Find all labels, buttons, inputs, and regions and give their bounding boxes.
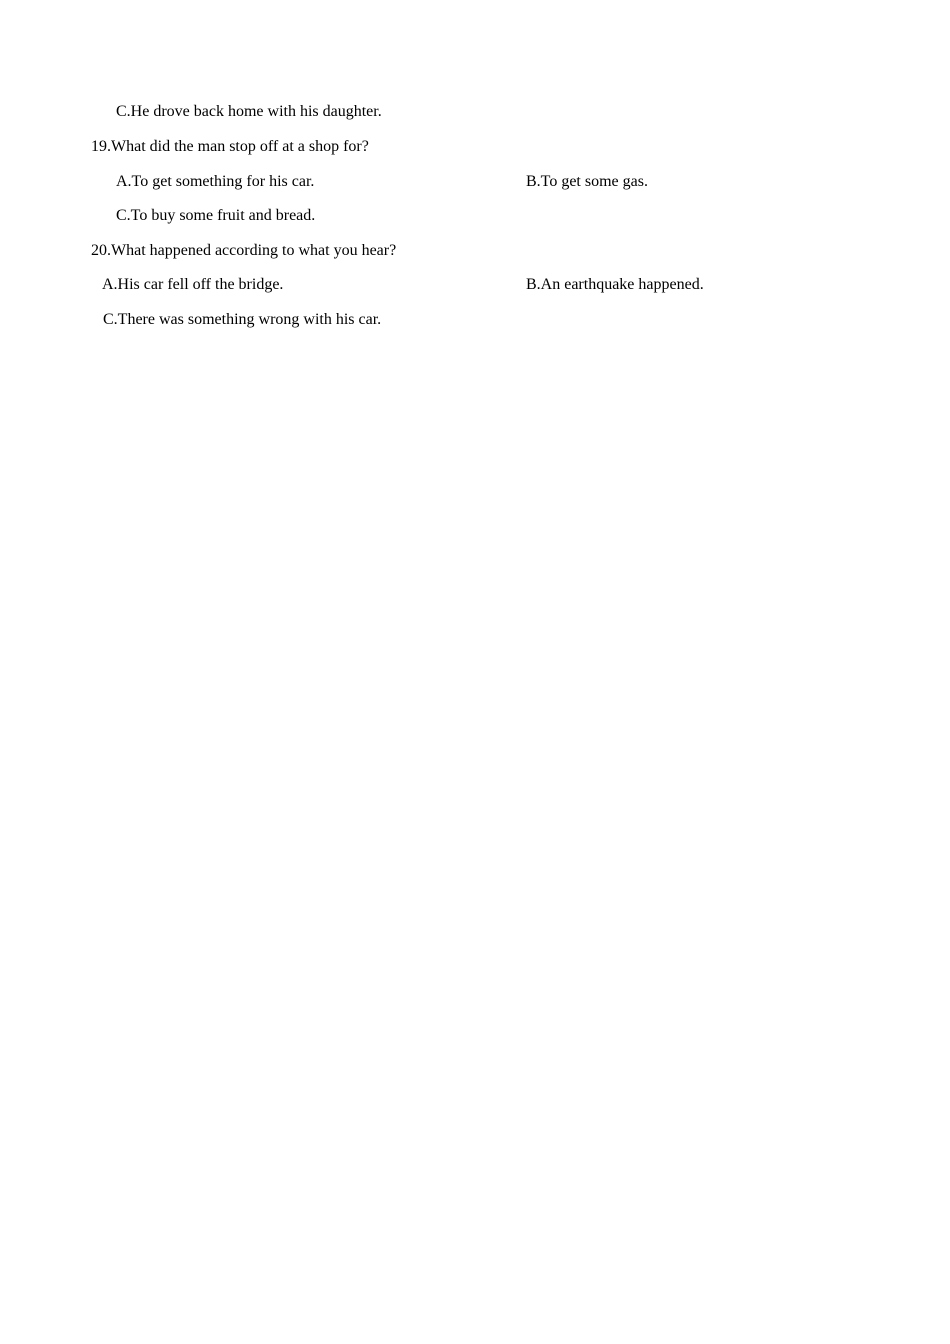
q20-option-b: B.An earthquake happened. <box>526 276 704 293</box>
q20-question: 20.What happened according to what you hear? <box>91 242 397 259</box>
q20-option-c: C.There was something wrong with his car. <box>103 311 382 328</box>
q19-question: 19.What did the man stop off at a shop for? <box>91 138 369 155</box>
q19-option-c: C.To buy some fruit and bread. <box>116 207 316 224</box>
q19-option-b: B.To get some gas. <box>526 173 648 190</box>
q19-option-a: A.To get something for his car. <box>116 173 315 190</box>
q20-option-a: A.His car fell off the bridge. <box>102 276 284 293</box>
q18-option-c: C.He drove back home with his daughter. <box>116 103 382 120</box>
